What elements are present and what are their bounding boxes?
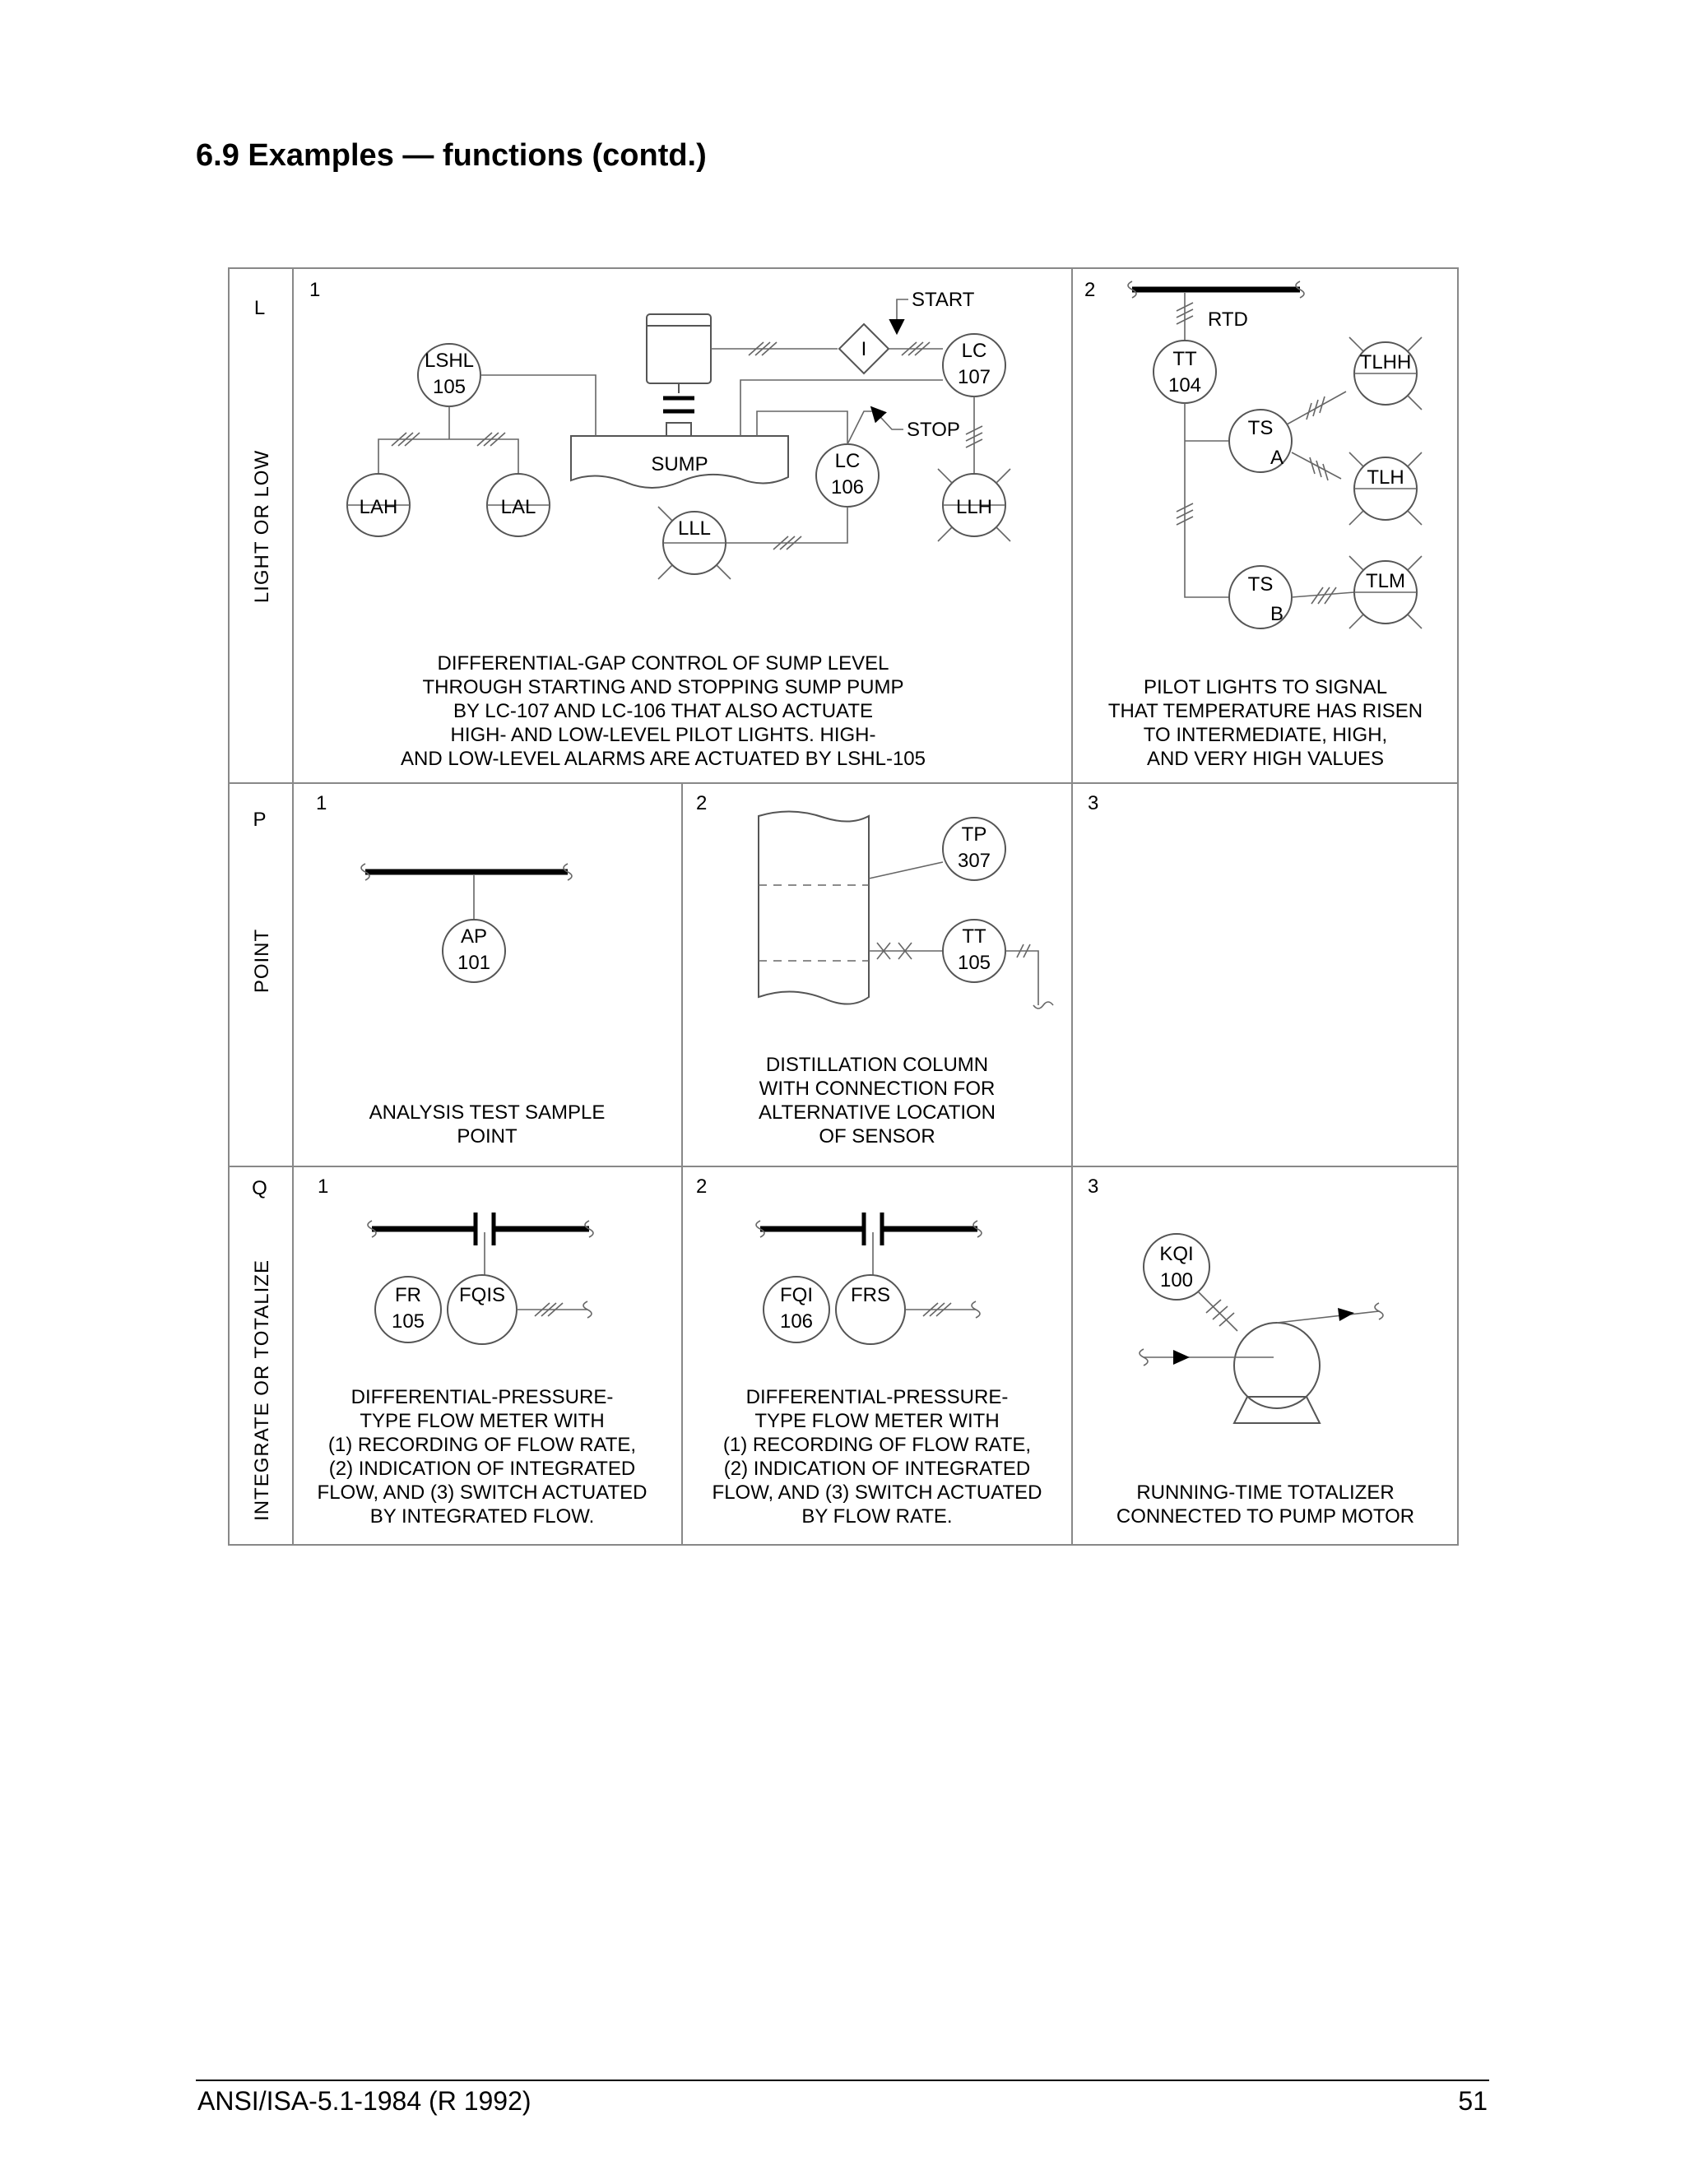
svg-text:B: B	[1270, 603, 1284, 625]
svg-text:(2) INDICATION OF INTEGRATED: (2) INDICATION OF INTEGRATED	[723, 1458, 1031, 1480]
row-letter: L	[253, 297, 267, 319]
svg-text:(1) RECORDING OF FLOW RATE,: (1) RECORDING OF FLOW RATE,	[722, 1434, 1032, 1456]
row-letter: Q	[252, 1177, 268, 1199]
svg-text:AND VERY HIGH VALUES: AND VERY HIGH VALUES	[1146, 748, 1385, 770]
cell-Q2	[696, 1175, 1042, 1528]
caption	[713, 1386, 1042, 1528]
svg-text:AND LOW-LEVEL ALARMS ARE ACTUA: AND LOW-LEVEL ALARMS ARE ACTUATED BY LSHL-105	[400, 748, 926, 770]
cell-P3	[1088, 792, 1098, 814]
row-label-P	[251, 809, 273, 993]
page-number: 51	[1458, 2086, 1488, 2116]
svg-text:105: 105	[391, 1310, 425, 1333]
caption	[1108, 676, 1423, 770]
svg-text:106: 106	[779, 1310, 814, 1333]
cell-number: 2	[696, 1175, 708, 1198]
svg-text:LSHL: LSHL	[424, 350, 475, 372]
svg-text:LLH: LLH	[955, 496, 993, 518]
svg-text:FR: FR	[395, 1284, 421, 1306]
svg-text:RUNNING-TIME TOTALIZER: RUNNING-TIME TOTALIZER	[1136, 1482, 1395, 1504]
svg-text:OF SENSOR: OF SENSOR	[819, 1125, 935, 1148]
svg-text:TYPE FLOW METER WITH: TYPE FLOW METER WITH	[360, 1410, 605, 1432]
svg-text:105: 105	[432, 376, 467, 398]
pump	[1234, 1323, 1320, 1408]
svg-text:ALTERNATIVE LOCATION: ALTERNATIVE LOCATION	[758, 1101, 996, 1124]
svg-text:DIFFERENTIAL-PRESSURE-: DIFFERENTIAL-PRESSURE-	[350, 1386, 614, 1408]
svg-text:RTD: RTD	[1208, 308, 1248, 331]
svg-text:LLL: LLL	[677, 517, 712, 540]
svg-text:TS: TS	[1247, 417, 1274, 439]
cell-number: 1	[318, 1175, 329, 1198]
svg-text:TT: TT	[1172, 348, 1197, 370]
svg-text:TYPE FLOW METER WITH: TYPE FLOW METER WITH	[754, 1410, 1000, 1432]
svg-text:HIGH- AND LOW-LEVEL PILOT LIGH: HIGH- AND LOW-LEVEL PILOT LIGHTS. HIGH-	[450, 724, 876, 746]
cell-Q3	[1088, 1175, 1414, 1528]
caption	[369, 1101, 606, 1148]
svg-text:BY FLOW RATE.: BY FLOW RATE.	[801, 1505, 953, 1528]
svg-text:POINT: POINT	[457, 1125, 518, 1148]
cell-L2	[1084, 279, 1423, 770]
svg-text:104: 104	[1167, 374, 1202, 396]
cell-number: 1	[316, 792, 327, 814]
svg-text:THROUGH STARTING AND STOPPING: THROUGH STARTING AND STOPPING SUMP PUMP	[422, 676, 904, 698]
svg-text:KQI: KQI	[1159, 1243, 1194, 1265]
svg-text:DISTILLATION COLUMN: DISTILLATION COLUMN	[765, 1054, 989, 1076]
svg-text:WITH CONNECTION FOR: WITH CONNECTION FOR	[759, 1078, 996, 1100]
row-name: POINT	[251, 928, 273, 994]
svg-text:TP: TP	[961, 823, 987, 846]
cell-number: 3	[1088, 792, 1099, 814]
svg-text:DIFFERENTIAL-PRESSURE-: DIFFERENTIAL-PRESSURE-	[745, 1386, 1009, 1408]
svg-text:START: START	[912, 289, 975, 311]
cell-P1	[316, 792, 605, 1148]
sump-label: SUMP	[651, 453, 708, 475]
svg-text:LC: LC	[961, 340, 987, 362]
svg-text:100: 100	[1159, 1269, 1194, 1291]
svg-text:TLHH: TLHH	[1359, 351, 1412, 373]
svg-text:TLH: TLH	[1367, 466, 1404, 489]
svg-text:106: 106	[830, 476, 865, 498]
caption	[318, 1386, 648, 1528]
svg-text:CONNECTED TO PUMP MOTOR: CONNECTED TO PUMP MOTOR	[1116, 1505, 1415, 1528]
svg-text:TLM: TLM	[1366, 570, 1405, 592]
svg-text:FQI: FQI	[780, 1284, 813, 1306]
svg-text:107: 107	[957, 366, 991, 388]
svg-text:DIFFERENTIAL-GAP CONTROL OF SU: DIFFERENTIAL-GAP CONTROL OF SUMP LEVEL	[437, 652, 889, 675]
svg-text:307: 307	[957, 850, 991, 872]
pump-motor	[647, 314, 711, 383]
svg-text:LAH: LAH	[359, 496, 398, 518]
svg-text:101: 101	[457, 952, 491, 974]
cell-number: 2	[1084, 279, 1096, 301]
cell-number: 3	[1088, 1175, 1099, 1198]
svg-text:TS: TS	[1247, 573, 1274, 596]
svg-text:FQIS: FQIS	[458, 1284, 506, 1306]
footer-rule	[196, 2080, 1489, 2081]
row-letter: P	[253, 809, 267, 831]
svg-text:ANALYSIS TEST SAMPLE: ANALYSIS TEST SAMPLE	[369, 1101, 606, 1124]
svg-text:105: 105	[957, 952, 991, 974]
cell-P2	[696, 792, 1053, 1148]
svg-text:LC: LC	[834, 450, 861, 472]
svg-text:A: A	[1270, 447, 1284, 469]
svg-text:FRS: FRS	[851, 1284, 890, 1306]
svg-text:TT: TT	[962, 925, 986, 948]
distillation-column	[759, 811, 869, 1004]
svg-text:STOP: STOP	[907, 419, 960, 441]
svg-text:FLOW, AND (3) SWITCH ACTUATED: FLOW, AND (3) SWITCH ACTUATED	[317, 1482, 648, 1504]
svg-text:LAL: LAL	[500, 496, 536, 518]
discharge-line	[1277, 1311, 1379, 1323]
footer-document-id: ANSI/ISA-5.1-1984 (R 1992)	[197, 2086, 531, 2116]
row-name: LIGHT OR LOW	[251, 449, 273, 604]
page-title: 6.9 Examples — functions (contd.)	[196, 138, 707, 173]
svg-text:(2) INDICATION OF INTEGRATED: (2) INDICATION OF INTEGRATED	[328, 1458, 636, 1480]
cell-number: 2	[696, 792, 708, 814]
cell-L1	[309, 279, 1010, 770]
svg-text:BY INTEGRATED FLOW.: BY INTEGRATED FLOW.	[369, 1505, 595, 1528]
svg-text:TO INTERMEDIATE, HIGH,: TO INTERMEDIATE, HIGH,	[1143, 724, 1388, 746]
caption	[759, 1054, 996, 1148]
cell-number: 1	[309, 279, 321, 301]
caption	[401, 652, 926, 770]
svg-text:BY LC-107 AND LC-106 THAT ALSO: BY LC-107 AND LC-106 THAT ALSO ACTUATE	[453, 700, 873, 722]
row-label-L	[251, 297, 273, 603]
svg-text:AP: AP	[460, 925, 488, 948]
svg-text:FLOW, AND (3) SWITCH ACTUATED: FLOW, AND (3) SWITCH ACTUATED	[712, 1482, 1042, 1504]
cell-Q1	[318, 1175, 648, 1528]
caption	[1116, 1482, 1414, 1528]
svg-text:(1) RECORDING OF FLOW RATE,: (1) RECORDING OF FLOW RATE,	[327, 1434, 637, 1456]
svg-text:THAT TEMPERATURE HAS RISEN: THAT TEMPERATURE HAS RISEN	[1107, 700, 1423, 722]
svg-text:I: I	[861, 338, 867, 360]
row-label-Q	[251, 1177, 273, 1521]
svg-text:PILOT LIGHTS TO SIGNAL: PILOT LIGHTS TO SIGNAL	[1143, 676, 1388, 698]
row-name: INTEGRATE OR TOTALIZE	[251, 1259, 273, 1521]
